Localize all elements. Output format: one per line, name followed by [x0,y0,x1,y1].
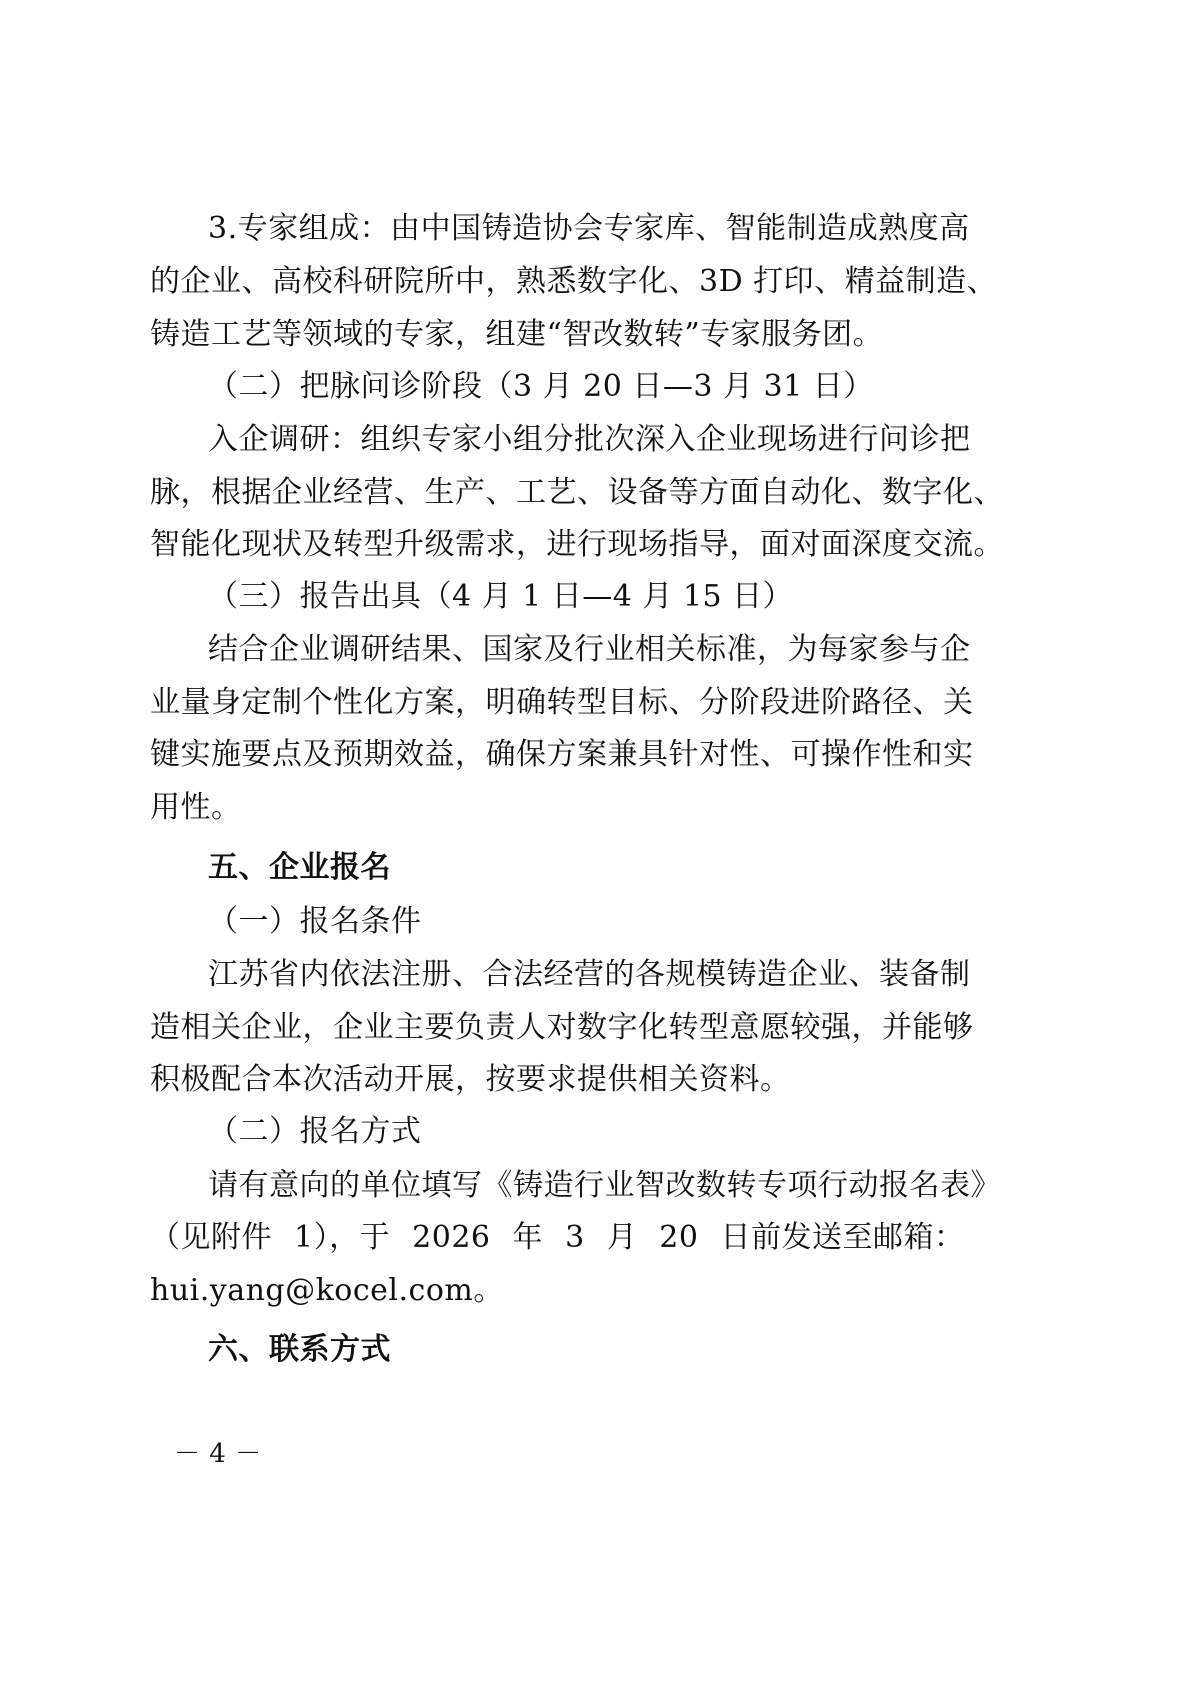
registration-email-line: hui.yang@kocel.com。 [150,1273,504,1308]
expert-composition-line-3: 铸造工艺等领域的专家，组建“智改数转”专家服务团。 [150,317,884,352]
stage3-paragraph-line-2: 业量身定制个性化方案，明确转型目标、分阶段进阶路径、关 [150,685,974,720]
registration-conditions-line-1: 江苏省内依法注册、合法经营的各规模铸造企业、装备制 [208,957,971,992]
page-number: － 4 － [174,1439,262,1469]
stage2-title: （二）把脉问诊阶段（3 月 20 日—3 月 31 日） [208,369,874,404]
expert-composition-line-1: 3.专家组成：由中国铸造协会专家库、智能制造成熟度高 [208,211,970,246]
registration-method-title: （二）报名方式 [208,1114,422,1149]
stage2-paragraph-line-2: 脉，根据企业经营、生产、工艺、设备等方面自动化、数字化、 [150,475,1004,510]
stage2-paragraph-line-3: 智能化现状及转型升级需求，进行现场指导，面对面深度交流。 [150,527,1004,562]
expert-composition-line-2: 的企业、高校科研院所中，熟悉数字化、3D 打印、精益制造、 [150,264,998,299]
stage3-title: （三）报告出具（4 月 1 日—4 月 15 日） [208,579,794,614]
stage3-paragraph-line-4: 用性。 [150,790,242,825]
registration-method-line-1: 请有意向的单位填写《铸造行业智改数转专项行动报名表》 [208,1168,1001,1203]
stage3-paragraph-line-3: 键实施要点及预期效益，确保方案兼具针对性、可操作性和实 [150,737,974,772]
registration-conditions-line-2: 造相关企业，企业主要负责人对数字化转型意愿较强，并能够 [150,1010,974,1045]
registration-conditions-title: （一）报名条件 [208,904,422,939]
stage3-paragraph-line-1: 结合企业调研结果、国家及行业相关标准，为每家参与企 [208,632,971,667]
registration-conditions-line-3: 积极配合本次活动开展，按要求提供相关资料。 [150,1062,791,1097]
registration-method-line-2: （见附件 1），于 2026 年 3 月 20 日前发送至邮箱： [150,1220,965,1255]
section6-heading: 六、联系方式 [208,1332,391,1367]
section5-heading: 五、企业报名 [208,850,391,885]
stage2-paragraph-line-1: 入企调研：组织专家小组分批次深入企业现场进行问诊把 [208,422,971,457]
